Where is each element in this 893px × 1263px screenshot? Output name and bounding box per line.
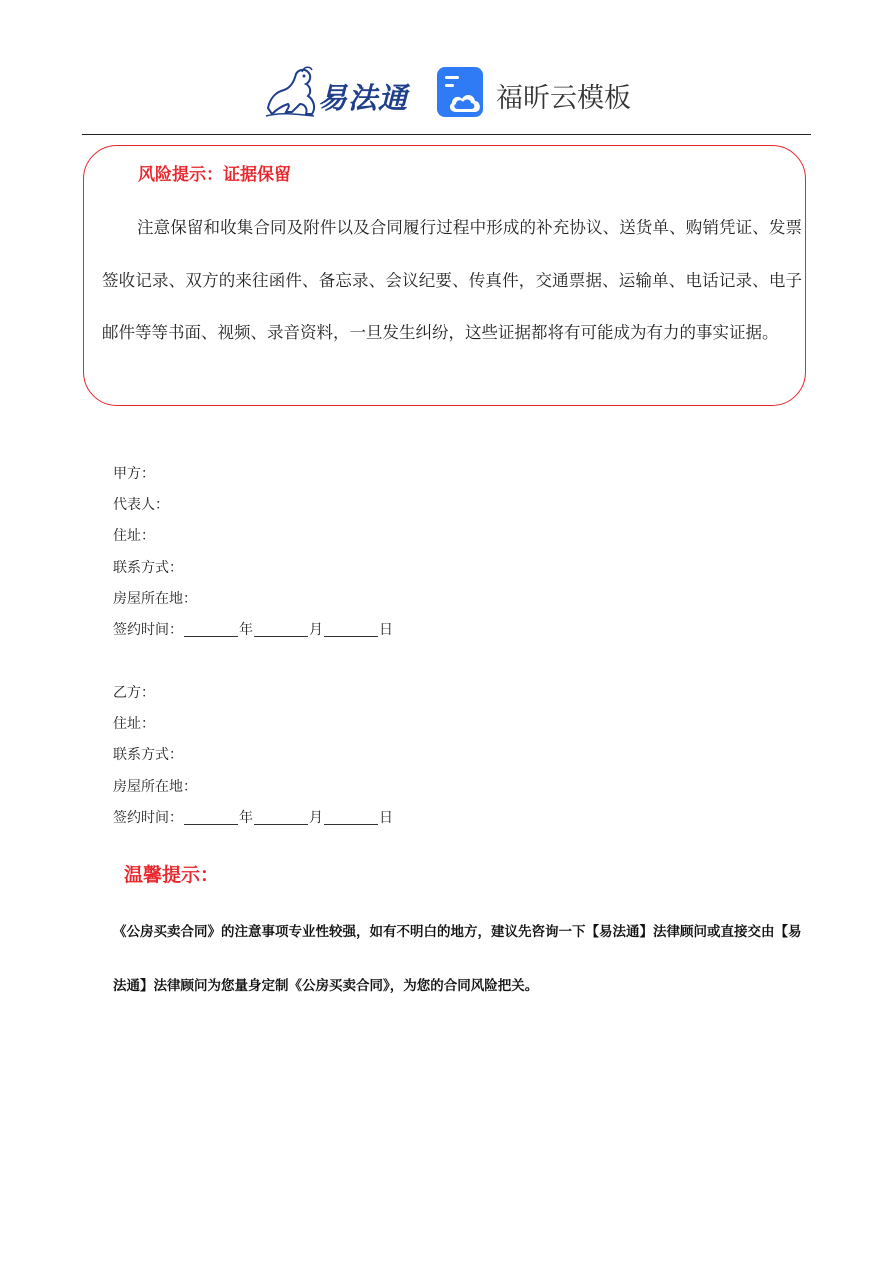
year-blank — [184, 810, 238, 825]
month-blank — [254, 810, 308, 825]
party-b-contact-label: 联系方式： — [113, 747, 183, 764]
party-a-name-label: 甲方： — [113, 466, 155, 482]
party-b-section — [113, 678, 393, 834]
risk-notice-box — [83, 145, 806, 406]
year-unit: 年 — [239, 621, 253, 638]
party-b-name-label: 乙方： — [113, 685, 155, 701]
risk-title: 风险提示：证据保留 — [138, 165, 291, 185]
party-a-date-row — [113, 615, 393, 646]
party-a-section — [113, 459, 393, 646]
party-a-location-label: 房屋所在地： — [113, 590, 197, 607]
party-b-address-label: 住址： — [113, 716, 155, 733]
risk-body: 注意保留和收集合同及附件以及合同履行过程中形成的补充协议、送货单、购销凭证、发票签收记录、双方的来往函件、备忘录、会议纪要、传真件，交通票据、运输单、电话记录、电子邮件等等书面、视频、录音资料，一旦发生纠纷，这些证据都将有可能成为有力的事实证据。 — [102, 218, 802, 342]
tip-title: 温馨提示： — [124, 864, 220, 886]
party-b-location-label: 房屋所在地： — [113, 778, 197, 795]
month-unit: 月 — [309, 809, 323, 826]
party-b-date-row — [113, 803, 393, 834]
day-blank — [324, 622, 378, 637]
party-a-rep-label: 代表人： — [113, 497, 169, 514]
day-unit: 日 — [379, 809, 393, 826]
party-a-address-label: 住址： — [113, 528, 155, 545]
mascot-logo-icon — [262, 64, 320, 120]
day-blank — [324, 810, 378, 825]
brand-yifatong — [262, 64, 412, 120]
header-divider — [82, 134, 811, 135]
party-a-date-label: 签约时间： — [113, 621, 183, 638]
tip-body: 《公房买卖合同》的注意事项专业性较强，如有不明白的地方，建议先咨询一下【易法通】法律顾问或直接交由【易法通】法律顾问为您量身定制《公房买卖合同》，为您的合同风险把关。 — [113, 924, 802, 994]
party-a-contact-label: 联系方式： — [113, 559, 183, 576]
party-b-date-label: 签约时间： — [113, 809, 183, 826]
cloud-document-icon — [436, 66, 488, 118]
brand1-name: 易法通 — [318, 81, 409, 115]
day-unit: 日 — [379, 621, 393, 638]
brand2-name: 福昕云模板 — [496, 83, 631, 114]
year-blank — [184, 622, 238, 637]
year-unit: 年 — [239, 809, 253, 826]
month-unit: 月 — [309, 621, 323, 638]
page-header — [0, 58, 893, 124]
month-blank — [254, 622, 308, 637]
